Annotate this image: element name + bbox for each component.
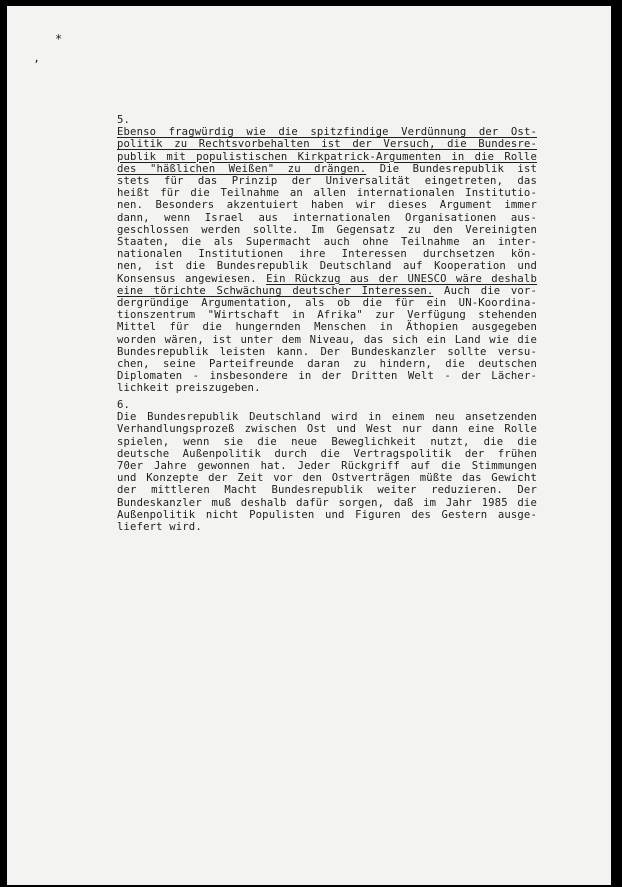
scan-mark: ʼ xyxy=(33,58,40,71)
text-run: dergründige Argumentation, als ob die für ein UN-Koordina- xyxy=(117,297,537,310)
text-run: nen. Besonders akzentuiert haben wir dieses Argument immer xyxy=(117,199,537,212)
text-run: nationalen Institutionen ihre Interessen durchsetzen kön- xyxy=(117,248,537,261)
underlined-text: politik zu Rechtsvorbehalten ist der Versuch, die Bundesre- xyxy=(117,138,537,151)
underlined-text: Ebenso fragwürdig wie die spitzfindige Verdünnung der Ost- xyxy=(117,126,537,139)
text-line: und Konzepte der Zeit vor den Ostverträgen müßte das Gewicht xyxy=(117,472,537,485)
text-run: Die Bundesrepublik ist xyxy=(366,162,537,175)
text-line: der mittleren Macht Bundesrepublik weiter reduzieren. Der xyxy=(117,484,537,497)
section-6 xyxy=(117,399,537,533)
text-line: spielen, wenn sie die neue Beweglichkeit nutzt, die die xyxy=(117,435,537,448)
section-number: 6. xyxy=(117,399,131,411)
text-line xyxy=(117,346,537,358)
text-run: stets für das Prinzip der Universalität eingetreten, das xyxy=(117,175,537,188)
text-line xyxy=(117,126,537,138)
text-run: Diplomaten - insbesondere in der Dritten Welt - der Lächer- xyxy=(117,370,537,383)
text-line: deutsche Außenpolitik durch die Vertragspolitik der frühen xyxy=(117,447,537,460)
text-line xyxy=(117,358,537,370)
text-run: dann, wenn Israel aus internationalen Organisationen aus- xyxy=(117,211,537,224)
text-line xyxy=(117,260,537,272)
document-page xyxy=(7,6,611,885)
text-line xyxy=(117,370,537,382)
text-line xyxy=(117,285,537,297)
text-line: Verhandlungsprozeß zwischen Ost und West nur dann eine Rolle xyxy=(117,423,537,436)
text-line xyxy=(117,382,537,394)
text-run: nen, ist die Bundesrepublik Deutschland auf Kooperation und xyxy=(117,260,537,273)
underlined-text: des "häßlichen Weißen" zu drängen. xyxy=(117,162,367,175)
text-line xyxy=(117,309,537,321)
text-line xyxy=(117,212,537,224)
text-line xyxy=(117,151,537,163)
text-line xyxy=(117,187,537,199)
text-line xyxy=(117,175,537,187)
text-line: Die Bundesrepublik Deutschland wird in einem neu ansetzenden xyxy=(117,411,537,424)
text-line xyxy=(117,321,537,333)
text-run: worden wären, ist unter dem Niveau, das sich ein Land wie die xyxy=(117,333,537,346)
text-line: Außenpolitik nicht Populisten und Figuren des Gestern ausge- xyxy=(117,508,537,521)
underlined-text: Ein Rückzug aus der UNESCO wäre deshalb xyxy=(266,272,537,285)
text-run: tionszentrum "Wirtschaft in Afrika" zur Verfügung stehenden xyxy=(117,309,537,322)
text-line xyxy=(117,248,537,260)
text-line xyxy=(117,224,537,236)
text-run: Bundesrepublik leisten kann. Der Bundeskanzler sollte versu- xyxy=(117,345,537,358)
text-line xyxy=(117,297,537,309)
text-run: Staaten, die als Supermacht auch ohne Teilnahme an inter- xyxy=(117,236,537,249)
underlined-text: eine törichte Schwächung deutscher Interessen. xyxy=(117,284,434,297)
text-run: Mittel für die hungernden Menschen in Äthopien ausgegeben xyxy=(117,321,537,334)
section-5 xyxy=(117,114,537,395)
text-run: geschlossen werden sollte. Im Gegensatz zu den Vereinigten xyxy=(117,223,537,236)
text-run: chen, seine Parteifreunde daran zu hindern, die deutschen xyxy=(117,358,537,371)
text-line: liefert wird. xyxy=(117,521,202,534)
text-line xyxy=(117,236,537,248)
text-line xyxy=(117,334,537,346)
text-run: Konsensus angewiesen. xyxy=(117,272,267,285)
text-run: heißt für die Teilnahme an allen internationalen Institutio- xyxy=(117,187,537,200)
underlined-text: publik mit populistischen Kirkpatrick-Argumenten in die Rolle xyxy=(117,150,537,163)
text-line: Bundeskanzler muß deshalb dafür sorgen, daß im Jahr 1985 die xyxy=(117,496,537,509)
section-number: 5. xyxy=(117,114,131,126)
text-run: Auch die vor- xyxy=(433,284,537,297)
text-line: 70er Jahre gewonnen hat. Jeder Rückgriff auf die Stimmungen xyxy=(117,460,537,473)
text-line xyxy=(117,138,537,150)
scan-mark: * xyxy=(55,32,63,46)
text-line xyxy=(117,163,537,175)
text-line xyxy=(117,199,537,211)
text-run: lichkeit preiszugeben. xyxy=(117,382,261,395)
text-line xyxy=(117,273,537,285)
